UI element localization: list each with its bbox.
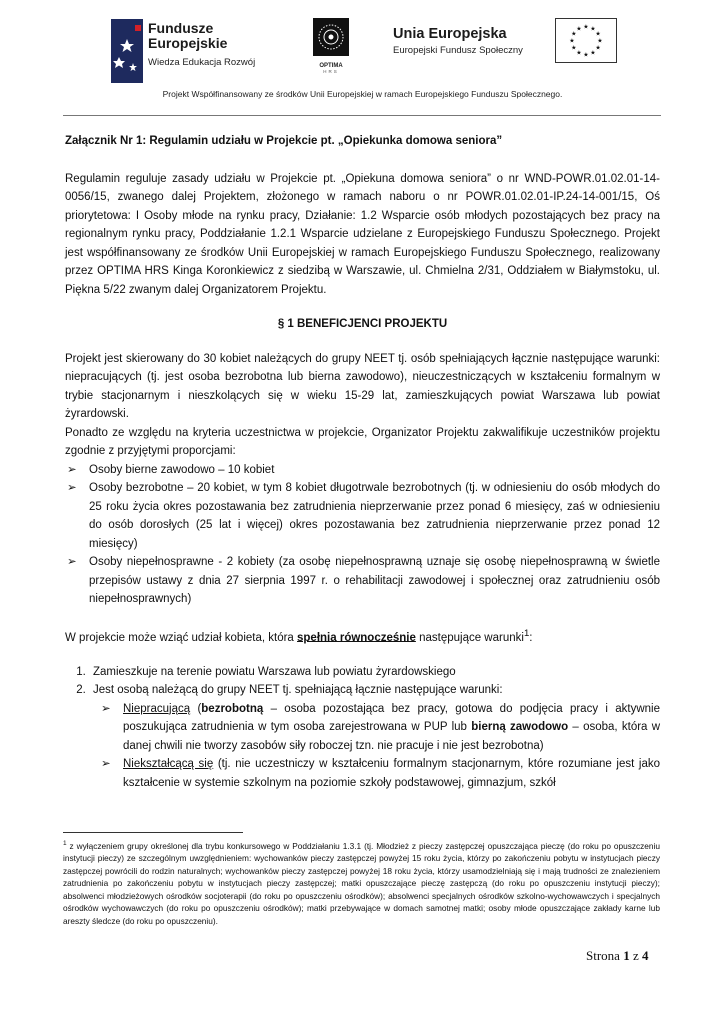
list-item: ➢ Niekształcącą się (tj. nie uczestniczy w kształceniu formalnym stacjonarnym, które rozumiane jest jako kształcenie w systemie szkolnym na poziomie szkoły podstawowej, gimnazjum, szkół bbox=[123, 755, 660, 792]
eu-star-icon: ★ bbox=[583, 24, 589, 31]
intro-paragraph: Regulamin reguluje zasady udziału w Projekcie pt. „Opiekuna domowa seniora” o nr WND-POWR.01.02.01-14-0056/15, zwanego dalej Projektem, złożonego w ramach naboru o nr POWR.01.02.01-IP.24-14-001/15, Oś priorytetowa: I Osoby młode na rynku pracy, Działanie: 1.2 Wsparcie osób młodych pozostających bez pracy na regionalnym rynku pracy, Poddziałanie 1.2.1 Wsparcie udzielane z Europejskiego Funduszu Społecznego. Projekt jest współfinansowany ze środków Unii Europejskiej w ramach Europejskiego Funduszu Społecznego, realizowany przez OPTIMA HRS Kinga Koronkiewicz z siedzibą w Warszawie, ul. Chmielna 2/31, Oddziałem w Białymstoku, ul. Piękna 5/22 zwanym dalej Organizatorem Projektu. bbox=[65, 172, 660, 296]
optima-name: OPTIMA bbox=[319, 63, 343, 69]
eu-star-icon: ★ bbox=[595, 31, 601, 38]
unia-europejska-label bbox=[393, 26, 553, 56]
eu-star-icon: ★ bbox=[590, 26, 596, 33]
paragraph-1: Projekt jest skierowany do 30 kobiet należących do grupy NEET tj. osób spełniających łącznie następujące warunki: niepracujących (tj. jest osoba bezrobotna lub bierna zawodowo), nieuczestniczących w kształceniu formalnym w trybie stacjonarnym i nieszkolących się w wieku 15-29 lat, zamieszkujących powiat Warszawa lub powiat żyrardowski. bbox=[65, 352, 660, 420]
document-body bbox=[65, 132, 660, 792]
arrow-bullet-icon: ➢ bbox=[67, 556, 77, 568]
optima-emblem-icon bbox=[313, 18, 349, 56]
conditions-list bbox=[65, 663, 660, 793]
list-item: ➢ Osoby bierne zawodowo – 10 kobiet bbox=[89, 461, 660, 480]
neet-conditions-list bbox=[93, 700, 660, 793]
paragraph-3: W projekcie może wziąć udział kobieta, która spełnia równocześnie następujące warunki$^1$: bbox=[65, 627, 533, 644]
arrow-bullet-icon: ➢ bbox=[67, 482, 77, 494]
eu-star-icon: ★ bbox=[590, 50, 596, 57]
list-item: ➢ Osoby bezrobotne – 20 kobiet, w tym 8 kobiet długotrwale bezrobotnych (tj. w odniesieniu do osób młodych do 25 roku życia okres pozostawania bez zatrudnienia nieprzerwanie przez ponad 6 miesięcy, zaś w odniesieniu do osób dorosłych (25 lat i więcej) okres pozostawania bez zatrudnienia nieprzerwanie przez ponad 12 miesięcy) bbox=[89, 479, 660, 553]
list-item: ➢ Osoby niepełnosprawne - 2 kobiety (za osobę niepełnosprawną uznaje się osobę niepełnosprawną w świetle przepisów ustawy z dnia 27 sierpnia 1997 r. o rehabilitacji zawodowej i społecznej oraz zatrudnieniu osób niepełnosprawnych) bbox=[89, 553, 660, 609]
fundusze-europejskie-logo bbox=[111, 19, 271, 83]
proportions-list bbox=[65, 461, 660, 609]
optima-sub: HRS bbox=[323, 69, 339, 74]
eu-star-icon: ★ bbox=[597, 38, 603, 45]
header-divider bbox=[63, 115, 661, 116]
eu-star-icon: ★ bbox=[576, 50, 582, 57]
ue-title: Unia Europejska bbox=[393, 26, 507, 42]
eu-star-icon: ★ bbox=[576, 26, 582, 33]
footnote-ref: 1 bbox=[523, 627, 530, 639]
fe-logo-mark-icon bbox=[111, 19, 143, 83]
document-title: Załącznik Nr 1: Regulamin udziału w Projekcie pt. „Opiekunka domowa seniora” bbox=[65, 135, 503, 147]
eu-star-icon: ★ bbox=[583, 52, 589, 59]
list-item: ➢ Niepracującą (bezrobotną – osoba pozostająca bez pracy, gotowa do podjęcia pracy i aktywnie poszukująca zatrudnienia w tym osoba zarejestrowana w PUP lub bierną zawodowo – osoba, która w danej chwili nie tworzy zasobów siły roboczej tzn. nie pracuje i nie jest bezrobotna) bbox=[123, 700, 660, 756]
list-item: 2. Jest osobą należącą do grupy NEET tj. spełniającą łącznie następujące warunki: ➢ Niepracującą (bezrobotną – osoba pozostająca bez pracy, gotowa do podjęcia pracy i aktywnie poszukująca zatrudnienia w tym osoba zarejestrowana w PUP lub bierną zawodowo – osoba, która w danej chwili nie tworzy zasobów siły roboczej tzn. nie pracuje i nie jest bezrobotna) ➢ Niekształcącą się (tj. nie uczestniczy w kształceniu formalnym stacjonarnym, które rozumiane jest jako kształcenie w systemie szkolnym na poziomie szkoły podstawowej, gimnazjum, szkół bbox=[89, 681, 660, 792]
paragraph-2: Ponadto ze względu na kryteria uczestnictwa w projekcie, Organizator Projektu zakwalifikuje uczestników projektu zgodnie z przyjętymi proporcjami: bbox=[65, 426, 660, 457]
list-item: 1. Zamieszkuje na terenie powiatu Warszawa lub powiatu żyrardowskiego bbox=[89, 663, 660, 682]
eu-star-icon: ★ bbox=[595, 45, 601, 52]
fe-subtitle: Wiedza Edukacja Rozwój bbox=[148, 57, 256, 68]
optima-hrs-logo bbox=[311, 18, 351, 78]
arrow-bullet-icon: ➢ bbox=[101, 702, 111, 715]
arrow-bullet-icon: ➢ bbox=[67, 463, 77, 476]
page-number: Strona 1 z 4 bbox=[586, 948, 649, 963]
ue-subtitle: Europejski Fundusz Społeczny bbox=[393, 45, 523, 56]
eu-star-icon: ★ bbox=[571, 45, 577, 52]
footnote-divider bbox=[63, 832, 243, 833]
eu-star-icon: ★ bbox=[569, 38, 575, 45]
cofinancing-note: Projekt Współfinansowany ze środków Unii Europejskiej w ramach Europejskiego Funduszu Społecznego. bbox=[162, 89, 563, 99]
fe-line2: Europejskie bbox=[148, 35, 228, 51]
arrow-bullet-icon: ➢ bbox=[101, 758, 111, 771]
eu-flag-icon bbox=[555, 18, 617, 63]
footnote-number: 1 bbox=[63, 840, 67, 847]
section-1-title: § 1 BENEFICJENCI PROJEKTU bbox=[277, 318, 448, 330]
fe-line1: Fundusze bbox=[148, 20, 214, 36]
footnote: $^1$ z wyłączeniem grupy określonej dla trybu konkursowego w Poddziałaniu 1.3.1 (tj. Młodzież z pieczy zastępczej opuszczająca pieczę (do roku po opuszczeniu instytucji pieczy) ze szczególnym uwzględnieniem: wychowanków pieczy zastępczej powyżej 15 roku życia, którzy po zakończeniu pobytu w instytucjach pieczy zastępczej powrócili do rodzin naturalnych; wychowanków pieczy zastępczej powyżej 18 roku życia, którzy usamodzielniają się i mają trudności ze znalezieniem zatrudnienia po zakończeniu pobytu w instytucjach pieczy zastępczej; matki opuszczające pieczę zastępczą (do roku po opuszczeniu instytucji pieczy); absolwenci młodzieżowych ośrodków socjoterapii (do roku po opuszczeniu ośrodków); absolwenci specjalnych ośrodków szkolno-wychowawczych i specjalnych ośrodków wychowawczych (do roku po opuszczeniu ośrodków); matki przebywające w domach samotnej matki; osoby młode opuszczające zakłady karne lub areszty śledcze (do roku po opuszczeniu). bbox=[63, 840, 660, 926]
eu-star-icon: ★ bbox=[571, 31, 577, 38]
